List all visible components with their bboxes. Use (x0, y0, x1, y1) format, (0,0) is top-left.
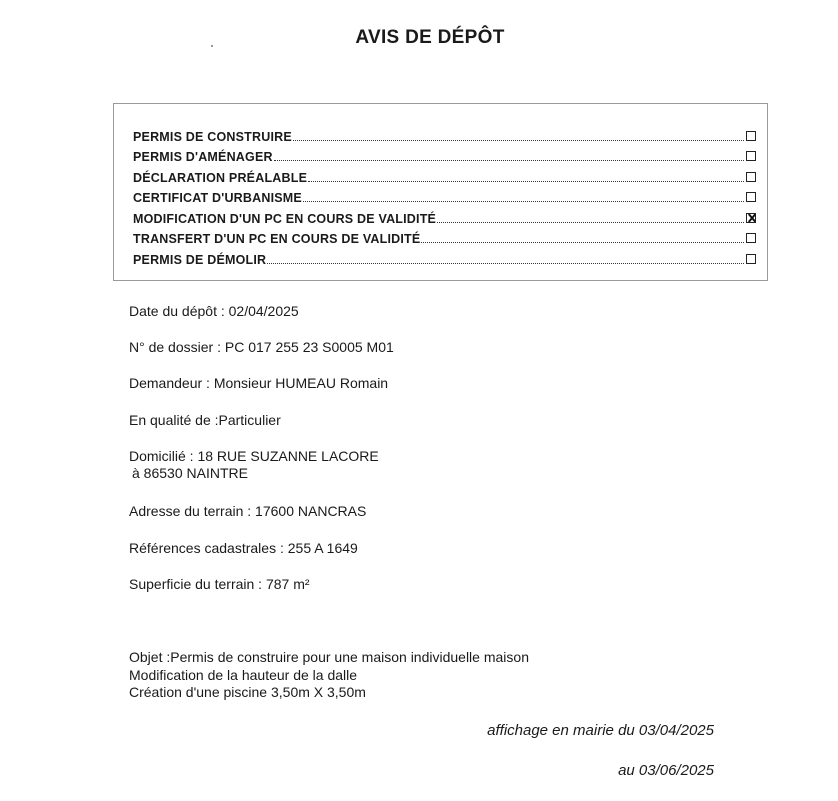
domicile-line-1: Domicilié : 18 RUE SUZANNE LACORE (129, 448, 379, 464)
document-title: AVIS DE DÉPÔT (355, 27, 505, 48)
references-cadastrales: Références cadastrales : 255 A 1649 (129, 540, 358, 556)
domicile (129, 448, 379, 482)
permit-type-checkbox[interactable] (746, 254, 756, 264)
permit-type-checkbox[interactable] (746, 151, 756, 161)
permit-type-label: CERTIFICAT D'URBANISME (133, 191, 302, 205)
scan-speck (211, 45, 213, 47)
dossier-number: N° de dossier : PC 017 255 23 S0005 M01 (129, 339, 394, 355)
domicile-line-2: à 86530 NAINTRE (132, 465, 248, 481)
permit-type-checkbox[interactable] (746, 172, 756, 182)
permit-type-row (133, 144, 756, 165)
permit-type-row (133, 123, 756, 144)
permit-type-label: MODIFICATION D'UN PC EN COURS DE VALIDITÉ (133, 211, 437, 226)
permit-type-label: PERMIS DE CONSTRUIRE (133, 129, 292, 144)
objet-line-1: Objet :Permis de construire pour une maison individuelle maison (129, 649, 529, 665)
qualite: En qualité de :Particulier (129, 412, 281, 428)
superficie: Superficie du terrain : 787 m² (129, 576, 310, 592)
permit-type-row (133, 185, 756, 206)
permit-type-row (133, 226, 756, 247)
dotted-leader (293, 139, 744, 141)
objet-block (129, 649, 529, 702)
demandeur: Demandeur : Monsieur HUMEAU Romain (129, 375, 389, 391)
permit-type-list (133, 123, 756, 267)
permit-type-checkbox[interactable] (746, 233, 756, 243)
permit-type-checkbox[interactable] (746, 192, 756, 202)
affichage-to (618, 762, 714, 779)
affichage-label: affichage en mairie (487, 722, 614, 739)
objet-line-3: Création d'une piscine 3,50m X 3,50m (129, 684, 366, 700)
permit-type-label: PERMIS DE DÉMOLIR (133, 252, 267, 267)
date-depot: Date du dépôt : 02/04/2025 (129, 303, 299, 319)
permit-type-label: DÉCLARATION PRÉALABLE (133, 170, 308, 185)
dotted-leader (274, 159, 744, 161)
permit-type-row (133, 246, 756, 267)
adresse-terrain: Adresse du terrain : 17600 NANCRAS (129, 503, 367, 519)
objet-line-2: Modification de la hauteur de la dalle (129, 666, 358, 683)
affichage-to-date: au 03/06/2025 (618, 762, 714, 779)
dotted-leader (308, 180, 744, 182)
affichage-from-date: du 03/04/2025 (618, 722, 714, 739)
permit-type-checkbox[interactable] (746, 131, 756, 141)
permit-type-checkbox[interactable] (746, 213, 756, 223)
dotted-leader (267, 262, 744, 264)
dotted-leader (421, 241, 744, 243)
permit-type-label: TRANSFERT D'UN PC EN COURS DE VALIDITÉ (133, 232, 421, 246)
dotted-leader (437, 221, 744, 223)
dotted-leader (303, 200, 744, 202)
permit-type-row (133, 164, 756, 185)
permit-type-row (133, 205, 756, 226)
affichage-from (487, 722, 714, 739)
permit-type-label: PERMIS D'AMÉNAGER (133, 150, 273, 164)
